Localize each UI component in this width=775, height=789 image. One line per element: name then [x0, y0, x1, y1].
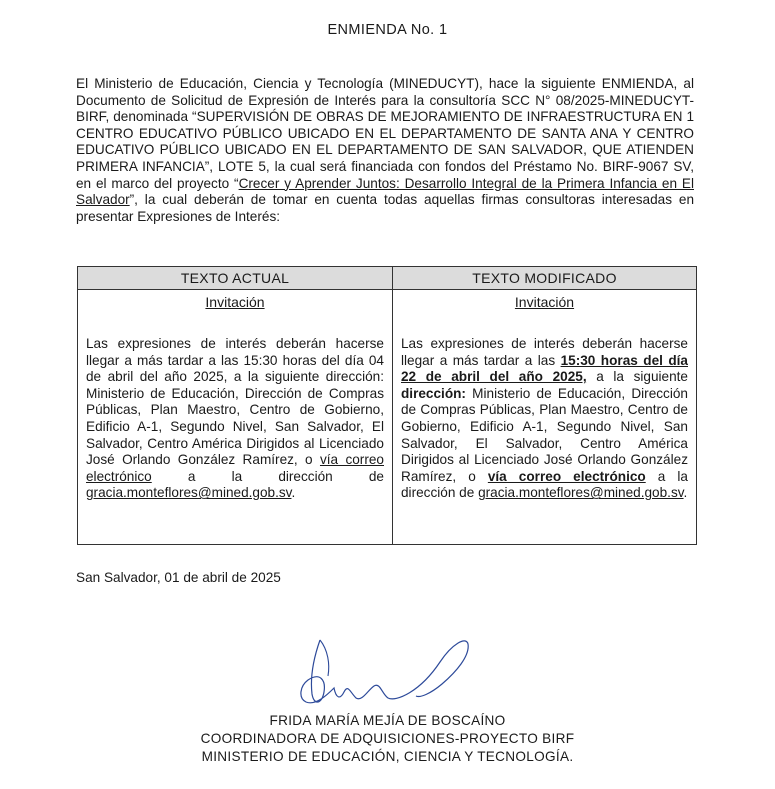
- amendment-table: [77, 266, 697, 545]
- current-text-4: a la dirección de: [151, 468, 384, 484]
- document-title: ENMIENDA No. 1: [327, 22, 448, 38]
- current-text-2: a la siguiente dirección: Ministerio de Educación, Dirección de Compras Públicas, Plan Maestro, Centro de Gobierno, Edificio A-1, Segundo Nivel, San Salvador, El Salvador, Centro América Dirigidos al Licenciado José Orlando González Ramírez, o: [86, 369, 384, 468]
- modified-deadline: 15:30 horas del día 22 de abril del año 2025,: [401, 352, 688, 385]
- intro-paragraph: [76, 76, 694, 225]
- signer-position: COORDINADORA DE ADQUISICIONES-PROYECTO BIRF: [200, 731, 575, 746]
- project-name: “SUPERVISIÓN DE OBRAS DE MEJORAMIENTO DE INFRAESTRUCTURA EN 1 CENTRO EDUCATIVO PÚBLICO UBICADO EN EL DEPARTAMENTO DE SANTA ANA Y CENTRO EDUCATIVO PÚBLICO UBICADO EN EL DEPARTAMENTO DE SAN SALVADOR, QUE ATIENDEN PRIMERA INFANCIA”, LOTE 5,: [76, 109, 695, 174]
- modified-text-3: a la siguiente: [586, 369, 688, 385]
- current-body: [86, 336, 384, 502]
- program-name: Crecer y Aprender Juntos: Desarrollo Integral de la Primera Infancia en El Salvador: [76, 175, 694, 208]
- modified-subtitle: Invitación: [514, 294, 575, 310]
- modified-email-link[interactable]: gracia.monteflores@mined.gob.sv: [478, 485, 684, 501]
- modified-text-1: Las expresiones de interés deberán hacerse llegar a más tardar a las: [401, 336, 688, 368]
- current-email-link[interactable]: gracia.monteflores@mined.gob.sv: [86, 485, 292, 501]
- current-text-1: Las expresiones de interés deberán hacerse llegar a más tardar a las 15:30 horas del día 04 de abril del año 2025,: [86, 336, 384, 385]
- modified-email-method: vía correo electrónico: [487, 468, 646, 484]
- intro-text-2: la cual será financiada con fondos del Préstamo No. BIRF-9067 SV, en el marco del proyecto “: [76, 158, 694, 191]
- intro-text-3: ”, la cual deberán de tomar en cuenta todas aquellas firmas consultoras interesadas en presentar Expresiones de Interés:: [76, 192, 694, 224]
- signature-block: [0, 712, 775, 766]
- date-line: San Salvador, 01 de abril de 2025: [76, 570, 281, 585]
- modified-text-7: a la dirección de: [401, 468, 688, 501]
- current-subtitle: Invitación: [205, 294, 265, 310]
- handwritten-signature: [270, 632, 500, 722]
- current-text-cell: [78, 290, 393, 545]
- modified-body: [401, 336, 688, 502]
- signer-institution: MINISTERIO DE EDUCACIÓN, CIENCIA Y TECNOLOGÍA.: [201, 749, 574, 764]
- modified-text-8: .: [683, 485, 688, 501]
- signer-name: FRIDA MARÍA MEJÍA DE BOSCAÍNO: [269, 713, 506, 728]
- modified-text-cell: [393, 290, 697, 545]
- current-email-method: vía correo electrónico: [86, 452, 384, 484]
- intro-text-1: El Ministerio de Educación, Ciencia y Tecnología (MINEDUCYT), hace la siguiente ENMIENDA, al Documento de Solicitud de Expresión de Interés para la consultoría SCC N° 08/2025-MINEDUCYT-BIRF, denominada: [76, 76, 694, 125]
- header-modified-text: TEXTO MODIFICADO: [393, 267, 697, 290]
- header-current-text: TEXTO ACTUAL: [78, 267, 393, 290]
- current-text-5: .: [291, 485, 296, 501]
- modified-address-label: dirección:: [401, 385, 466, 401]
- modified-text-5: Ministerio de Educación, Dirección de Compras Públicas, Plan Maestro, Centro de Gobierno, Edificio A-1, Segundo Nivel, San Salvador, El Salvador, Centro América Dirigidos al Licenciado José Orlando González Ramírez, o: [401, 385, 688, 484]
